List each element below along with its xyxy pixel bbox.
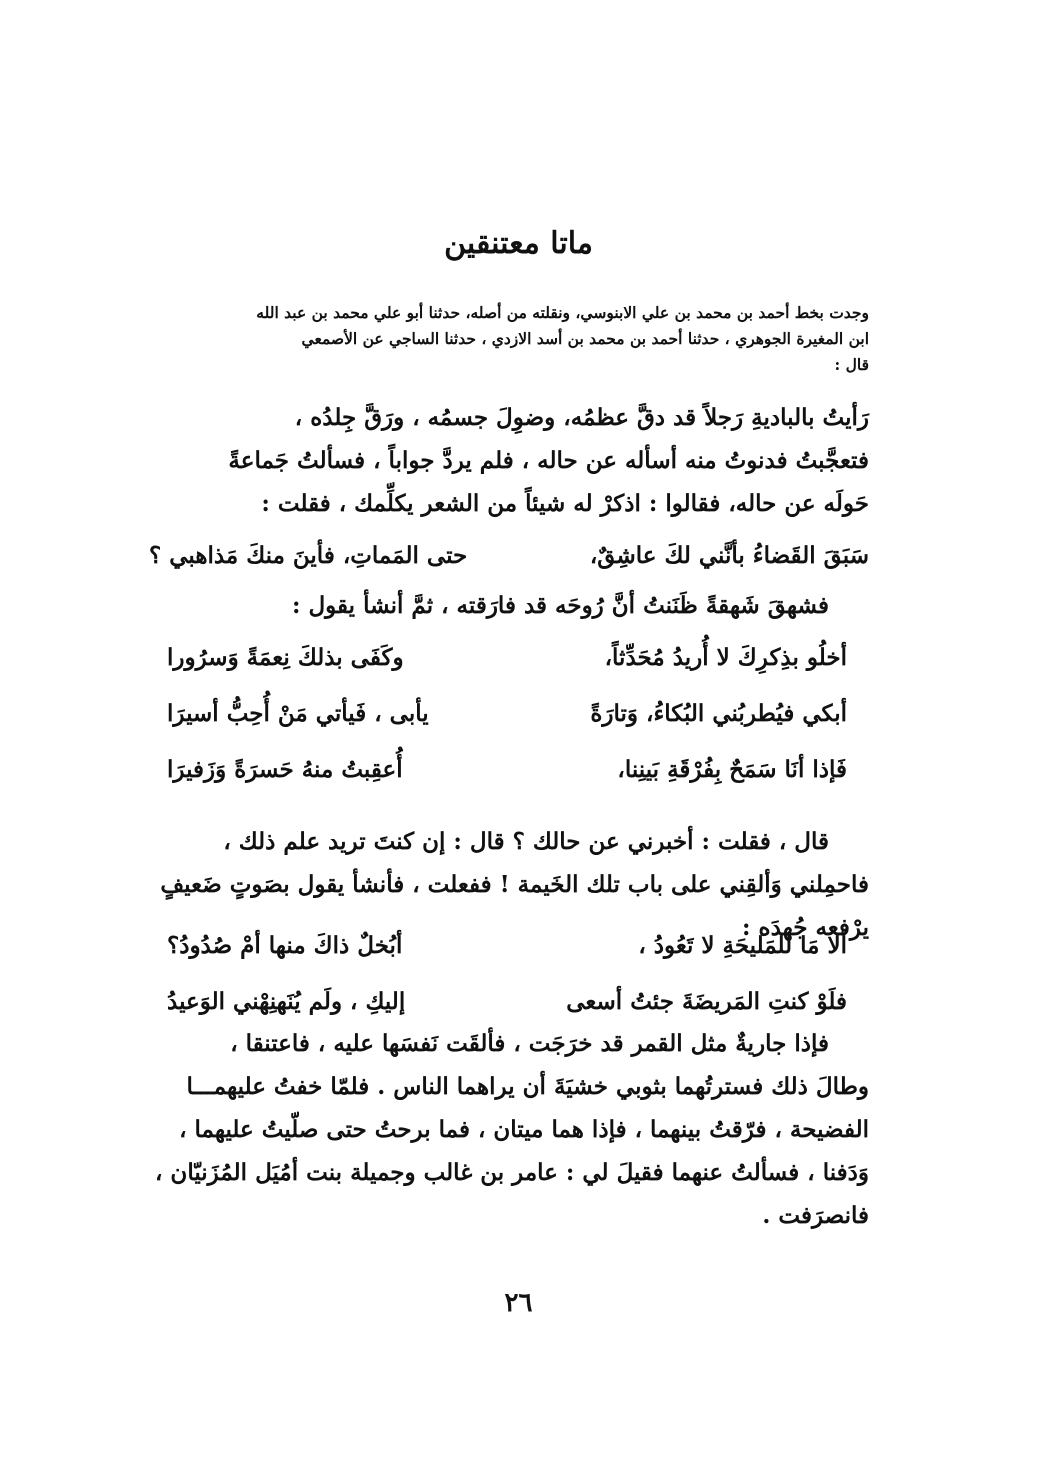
text-line: فاحمِلني وَألقِني على باب تلك الخَيمة ! ففعلت ، فأنشأ يقول بصَوتٍ ضَعيفٍ (160, 871, 869, 898)
verse-hemistich-right: فَإذا أنَا سَمَحٌ بِفُرْقَةِ بَينِنا، (617, 756, 847, 783)
paragraph-closing (149, 1022, 869, 1237)
text-line: فإذا جاريةٌ مثل القمر قد خرَجَت ، فألقَت نَفسَها عليه ، فاعتنقا ، (230, 1030, 829, 1057)
verse-hemistich-left: يأبى ، فَيأتي مَنْ أُحِبُّ أسيرَا (167, 700, 429, 727)
poem-second (167, 918, 847, 1030)
poem-first (167, 630, 847, 798)
verse-hemistich-left: إليكِ ، ولَم يُنَهنِهْني الوَعيدُ (167, 988, 406, 1015)
isnad-line: قال : (834, 355, 869, 374)
chain-of-narration (149, 300, 869, 378)
verse-single (149, 528, 869, 584)
chapter-title: ماتا معتنقين (444, 226, 593, 261)
text-line: قال ، فقلت : أخبرني عن حالك ؟ قال : إن كنتَ تريد علم ذلك ، (223, 828, 829, 855)
text-line: وطالَ ذلك فسترتُهما بثوبي خشيَةَ أن يراهما الناس . فلمّا خفتُ عليهمـــا (186, 1073, 869, 1100)
verse-line (167, 630, 847, 686)
verse-hemistich-right: أبكي فيُطربُني البُكاءُ، وَتارَةً (590, 700, 847, 727)
paragraph-opening (149, 396, 869, 525)
verse-line (167, 742, 847, 798)
text-line: رَأيتُ بالباديةِ رَجلاً قد دقَّ عظمُه، وضوِلَ جسمُه ، ورَقَّ جِلدُه ، (294, 404, 869, 431)
isnad-line: وجدت بخط أحمد بن محمد بن علي الابنوسي، ونقلته من أصله، حدثنا أبو علي محمد بن عبد الله (256, 303, 869, 322)
verse-hemistich-right: فلَوْ كنتِ المَريضَةَ جئتُ أسعى (566, 988, 847, 1015)
page-number: ٢٦ (504, 1288, 533, 1318)
verse-hemistich-left: أبُخلٌ ذاكَ منها أمْ صُدُودُ؟ (167, 932, 403, 959)
verse-hemistich-left: وكَفَى بذلكَ نِعمَةً وَسرُورا (167, 644, 404, 671)
verse-hemistich-left: حتى المَماتِ، فأينَ منكَ مَذاهبي ؟ (149, 542, 468, 569)
text-line: فانصرَفت . (762, 1202, 869, 1229)
text-line: وَدَفنا ، فسألتُ عنهما فقيلَ لي : عامر بن غالب وجميلة بنت أمُيَل المُزَنيّان ، (155, 1159, 869, 1186)
verse-hemistich-right: أخلُو بذِكرِكَ لا أُريدُ مُحَدِّثاً، (604, 644, 847, 671)
verse-hemistich-right: ألا مَا للمَليحَةِ لا تَعُودُ ، (638, 932, 847, 959)
text-line: يرْفعه جُهدَه : (742, 914, 869, 941)
text-line: حَولَه عن حاله، فقالوا : اذكرْ له شيئاً من الشعر يكلِّمك ، فقلت : (261, 490, 869, 517)
verse-line (167, 918, 847, 974)
verse-hemistich-right: سَبَقَ القَضاءُ بأنَّني لكَ عاشِقٌ، (589, 542, 869, 569)
isnad-line: ابن المغيرة الجوهري ، حدثنا أحمد بن محمد بن أسد الازدي ، حدثنا الساجي عن الأصمعي (301, 329, 869, 348)
verse-line (149, 528, 869, 584)
text-line: فتعجَّبتُ فدنوتُ منه أسأله عن حاله ، فلم يردَّ جواباً ، فسألتُ جَماعةً (228, 447, 869, 474)
text-line: الفضيحة ، فرّقتُ بينهما ، فإذا هما ميتان ، فما برحتُ حتى صلّيتُ عليهما ، (179, 1116, 869, 1143)
verse-line (167, 686, 847, 742)
poem-intro-line: فشهقَ شَهقةً ظَنَنتُ أنَّ رُوحَه قد فارَقته ، ثمَّ أنشأ يقول : (291, 592, 829, 619)
verse-hemistich-left: أُعقِبتُ منهُ حَسرَةً وَزَفيرَا (167, 756, 403, 783)
